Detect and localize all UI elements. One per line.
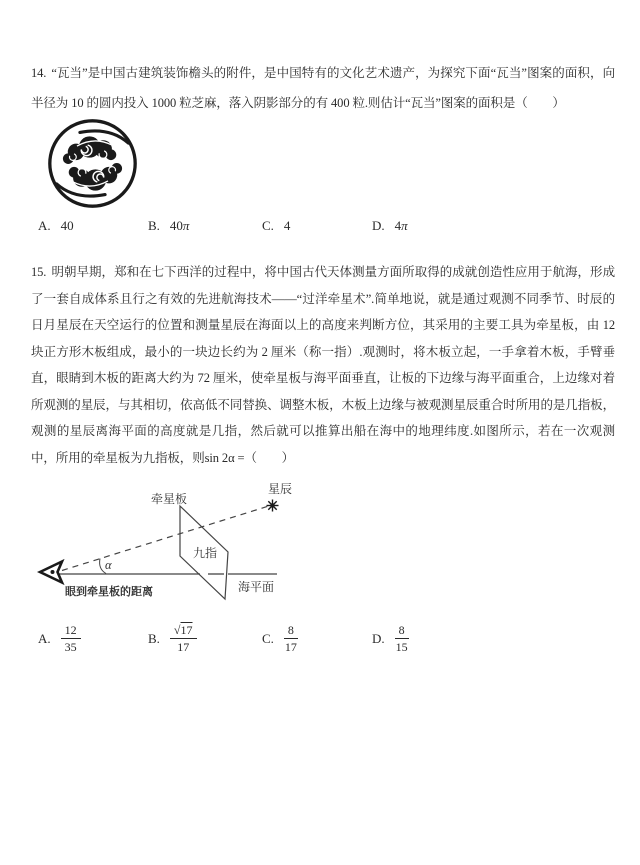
- q15-option-b: B. $\frac{√17}{17}$: [148, 623, 262, 655]
- fraction: $\frac{8}{15}$: [395, 623, 408, 655]
- q14-option-c: C. 4: [262, 218, 291, 233]
- fingers-label: 九指: [193, 546, 218, 560]
- roof-tile-figure: [44, 113, 141, 214]
- tile-circle: [50, 121, 135, 206]
- board-label: 牵星板: [151, 492, 188, 506]
- fraction: $\frac{12}{35}$: [61, 623, 81, 655]
- eye-distance-label: 眼到牵星板的距离: [65, 586, 153, 598]
- star-icon: [267, 500, 279, 512]
- sight-line: [62, 505, 272, 571]
- star-board-diagram: [25, 477, 365, 619]
- q15-option-c: C. $\frac{8}{17}$: [262, 623, 297, 655]
- q14-option-d-value: 4: [394, 218, 402, 233]
- question-15-text: 明朝早期，郑和在七下西洋的过程中，将中国古代天体测量方面所取得的成就创造性应用于航海，形成了一套自成体系且行之有效的先进航海技术——“过洋牵星术”.简单地说，就是通过观测不同季节、时辰的日月星辰在天空运行的位置和测量星辰在海面以上的高度来判断方位，其采用的主要工具为牵星板，由 12 块正方形木板组成，最小的一块边长约为 2 厘米（称一指）.观测时，将木板立起，一手拿着木板，手臂垂直，眼睛到木板的距离大约为 72 厘米，使牵星板与海平面垂直，让板的下边缘与海平面重合，上边缘对着所观测的星辰，与其相切，依高低不同替换、调整木板，木板上边缘与被观测星辰重合时所用的是几指板，观测的星辰离海平面的高度就是几指，然后就可以推算出船在海中的地理纬度.如图所示，若在一次观测中，所用的牵星板为九指板，则sin 2α =（ ）: [31, 265, 615, 465]
- radical-sign: √: [173, 623, 181, 637]
- q14-option-c-value: 4: [283, 218, 291, 233]
- question-14-number: 14.: [31, 66, 47, 80]
- question-15-options: [38, 623, 409, 655]
- question-14-options: [38, 218, 408, 234]
- question-14: [31, 58, 615, 118]
- fraction: $\frac{8}{17}$: [284, 623, 297, 655]
- q14-option-d: D. 4 π: [372, 218, 408, 233]
- q14-option-a-value: 40: [60, 218, 74, 233]
- question-14-text: “瓦当”是中国古建筑装饰檐头的附件，是中国特有的文化艺术遗产，为探究下面“瓦当”图案的面积，向半径为 10 的圆内投入 1000 粒芝麻，落入阴影部分的有 400 粒.则估计“瓦当”图案的面积是（ ）: [31, 66, 615, 110]
- question-15-number: 15.: [31, 265, 47, 279]
- q14-option-b: B. 40 π: [148, 218, 190, 233]
- star-label: 星辰: [268, 482, 293, 496]
- cloud-pattern-icon: [63, 131, 128, 164]
- fraction-with-radical: $\frac{√17}{17}$: [170, 623, 197, 655]
- alpha-label: α: [105, 558, 112, 572]
- sea-label: 海平面: [238, 580, 275, 594]
- q15-option-a: A. $\frac{12}{35}$: [38, 623, 148, 655]
- q14-option-b-value: 40: [169, 218, 183, 233]
- question-15: [31, 259, 615, 471]
- q14-option-a: A. 40: [38, 218, 74, 233]
- eye-icon: [40, 562, 62, 583]
- cloud-pattern-icon: [57, 163, 122, 196]
- q15-option-d: D. $\frac{8}{15}$: [372, 623, 408, 655]
